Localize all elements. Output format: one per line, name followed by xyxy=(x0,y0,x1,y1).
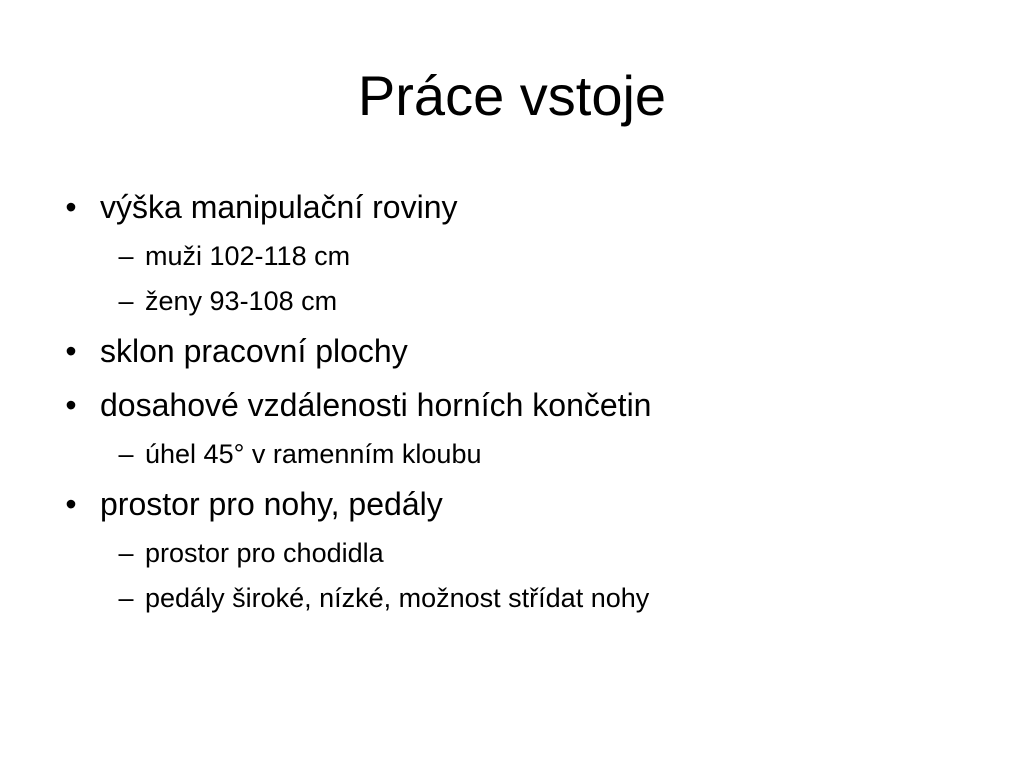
bullet-list xyxy=(0,180,1024,621)
sub-bullet-text: ženy 93-108 cm xyxy=(145,286,338,316)
bullet-marker: • xyxy=(65,486,77,522)
bullet-text: dosahové vzdálenosti horních končetin xyxy=(100,387,652,423)
sub-bullet-text: muži 102-118 cm xyxy=(145,241,351,271)
sub-bullet-item xyxy=(0,531,1024,576)
sub-bullet-item xyxy=(0,234,1024,279)
bullet-marker: • xyxy=(65,189,77,225)
sub-bullet-item xyxy=(0,279,1024,324)
dash-marker: – xyxy=(118,538,134,568)
bullet-item xyxy=(0,324,1024,378)
sub-bullet-item xyxy=(0,576,1024,621)
sub-bullet-text: prostor pro chodidla xyxy=(145,538,384,568)
bullet-marker: • xyxy=(65,387,77,423)
bullet-text: sklon pracovní plochy xyxy=(100,333,408,369)
dash-marker: – xyxy=(118,439,134,469)
bullet-item xyxy=(0,378,1024,432)
bullet-item xyxy=(0,477,1024,531)
bullet-text: prostor pro nohy, pedály xyxy=(100,486,443,522)
sub-bullet-text: pedály široké, nízké, možnost střídat nohy xyxy=(145,583,650,613)
bullet-item xyxy=(0,180,1024,234)
sub-bullet-text: úhel 45° v ramenním kloubu xyxy=(145,439,482,469)
sub-bullet-item xyxy=(0,432,1024,477)
dash-marker: – xyxy=(118,286,134,316)
slide-title: Práce vstoje xyxy=(357,64,667,127)
bullet-marker: • xyxy=(65,333,77,369)
dash-marker: – xyxy=(118,583,134,613)
dash-marker: – xyxy=(118,241,134,271)
bullet-text: výška manipulační roviny xyxy=(100,189,458,225)
